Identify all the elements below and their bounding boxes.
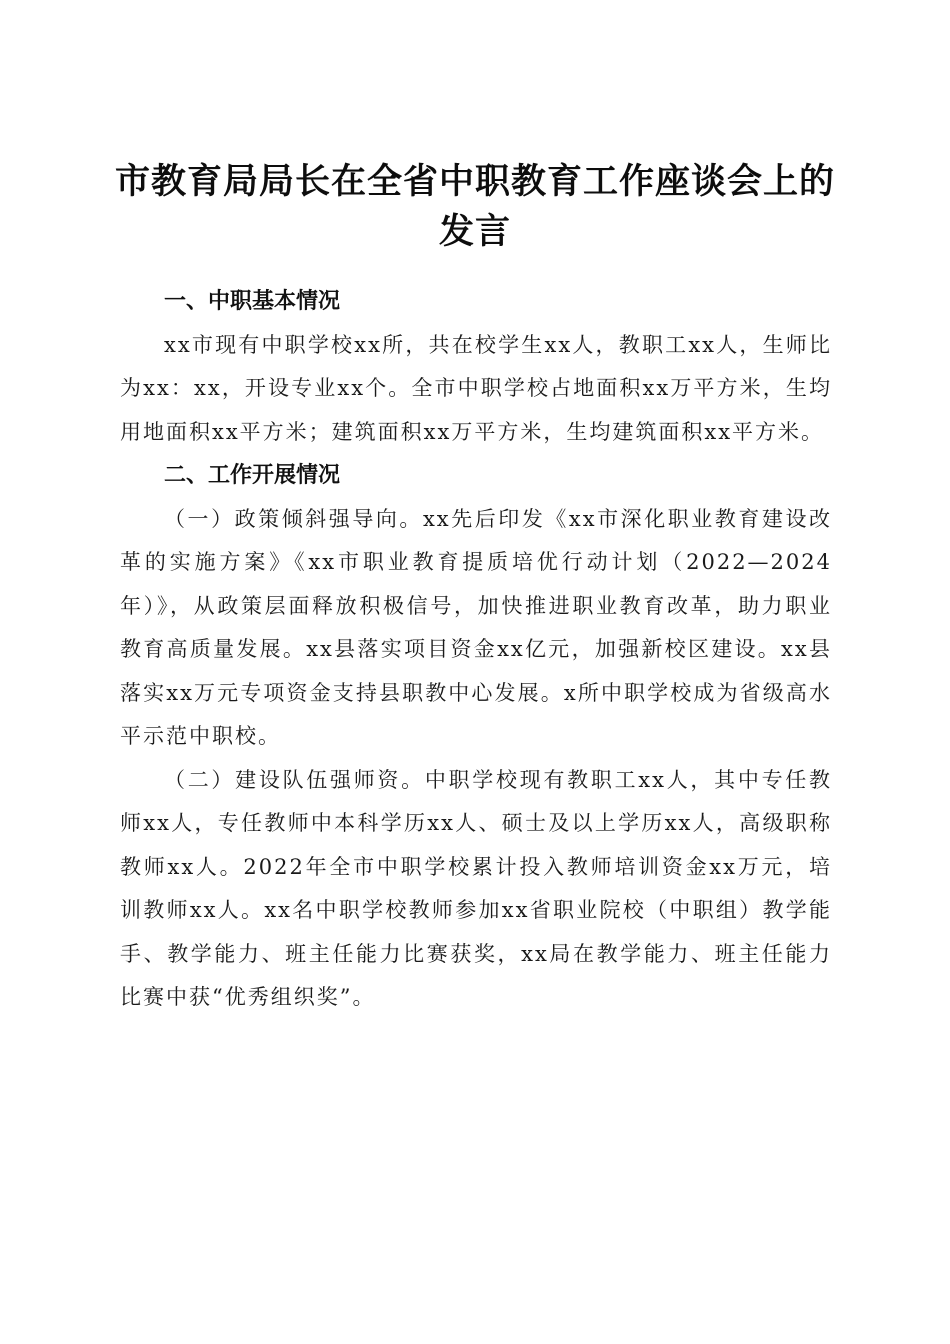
section-2-item-2-lead: （二）建设队伍强师资。 [164, 767, 425, 792]
section-1-heading: 一、中职基本情况 [164, 289, 341, 314]
section-2-item-2-paragraph [120, 759, 832, 1020]
section-1-paragraph: xx市现有中职学校xx所，共在校学生xx人，教职工xx人，生师比为xx：xx，开设专业xx个。全市中职学校占地面积xx万平方米，生均用地面积xx平方米；建筑面积xx万平方米，生均建筑面积xx平方米。 [120, 332, 832, 444]
section-2-heading: 二、工作开展情况 [164, 463, 341, 488]
document-title-line-1: 市教育局局长在全省中职教育工作座谈会上的 [114, 161, 835, 203]
document-title-line-2: 发言 [438, 211, 511, 253]
section-2-item-1-body: xx先后印发《xx市深化职业教育建设改革的实施方案》《xx市职业教育提质培优行动计划（2022—2024年）》，从政策层面释放积极信号，加快推进职业教育改革，助力职业教育高质量发展。xx县落实项目资金xx亿元，加强新校区建设。xx县落实xx万元专项资金支持县职教中心发展。x所中职学校成为省级高水平示范中职校。 [120, 506, 833, 748]
section-2-item-2-body: 中职学校现有教职工xx人，其中专任教师xx人，专任教师中本科学历xx人、硕士及以上学历xx人，高级职称教师xx人。2022年全市中职学校累计投入教师培训资金xx万元，培训教师xx人。xx名中职学校教师参加xx省职业院校（中职组）教学能手、教学能力、班主任能力比赛获奖，xx局在教学能力、班主任能力比赛中获“优秀组织奖”。 [120, 767, 833, 1009]
section-2-item-1-paragraph [120, 498, 832, 759]
document-title [100, 157, 850, 257]
section-2-item-1-lead: （一）政策倾斜强导向。 [164, 506, 423, 531]
document-body [120, 280, 832, 1020]
